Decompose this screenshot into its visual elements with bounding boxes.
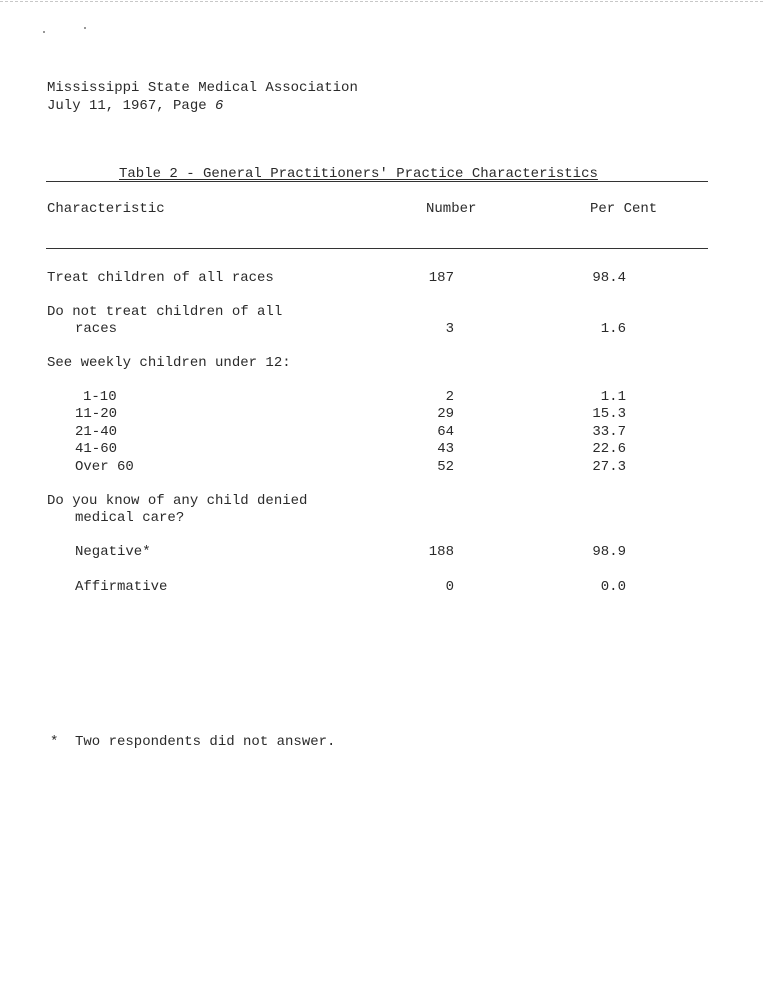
row-label: 1-10 [83, 389, 117, 405]
row-percent: 27.3 [592, 459, 626, 475]
header-org: Mississippi State Medical Association [47, 80, 358, 96]
row-number: 43 [437, 441, 454, 457]
row-percent: 0.0 [600, 579, 626, 595]
page-top-edge [0, 1, 763, 2]
row-number: 64 [437, 424, 454, 440]
column-header-characteristic: Characteristic [47, 201, 165, 217]
row-label: 41-60 [75, 441, 118, 457]
footnote-marker: * [50, 734, 59, 750]
row-percent: 15.3 [592, 406, 626, 422]
row-number: 0 [445, 579, 454, 595]
row-number: 2 [445, 389, 454, 405]
row-label: Do not treat children of all [47, 304, 283, 320]
row-number: 52 [437, 459, 454, 475]
row-number: 3 [445, 321, 454, 337]
row-percent: 22.6 [592, 441, 626, 457]
row-label: Treat children of all races [47, 270, 274, 286]
row-label: 11-20 [75, 406, 118, 422]
group-label-continuation: medical care? [75, 510, 185, 526]
table-title: Table 2 - General Practitioners' Practice Characteristics [119, 166, 598, 182]
group-label: Do you know of any child denied [47, 493, 308, 509]
header-date-line [47, 98, 223, 116]
row-label: Negative* [75, 544, 151, 560]
header-bottom-rule [46, 248, 708, 249]
row-percent: 33.7 [592, 424, 626, 440]
row-label: Affirmative [75, 579, 168, 595]
row-percent: 98.4 [592, 270, 626, 286]
row-percent: 1.1 [600, 389, 626, 405]
header-date: July 11, 1967, Page [47, 98, 207, 114]
row-number: 29 [437, 406, 454, 422]
row-percent: 1.6 [600, 321, 626, 337]
page-number: 6 [215, 98, 224, 114]
group-label: See weekly children under 12: [47, 355, 291, 371]
footnote-text: Two respondents did not answer. [75, 734, 336, 750]
scan-speck [84, 27, 86, 29]
column-header-number: Number [426, 201, 477, 217]
column-header-percent: Per Cent [590, 201, 658, 217]
scan-speck [43, 31, 45, 33]
table-top-rule [46, 181, 708, 182]
row-label-continuation: races [75, 321, 118, 337]
row-label: 21-40 [75, 424, 118, 440]
row-percent: 98.9 [592, 544, 626, 560]
row-label: Over 60 [75, 459, 134, 475]
row-number: 188 [428, 544, 454, 560]
row-number: 187 [428, 270, 454, 286]
